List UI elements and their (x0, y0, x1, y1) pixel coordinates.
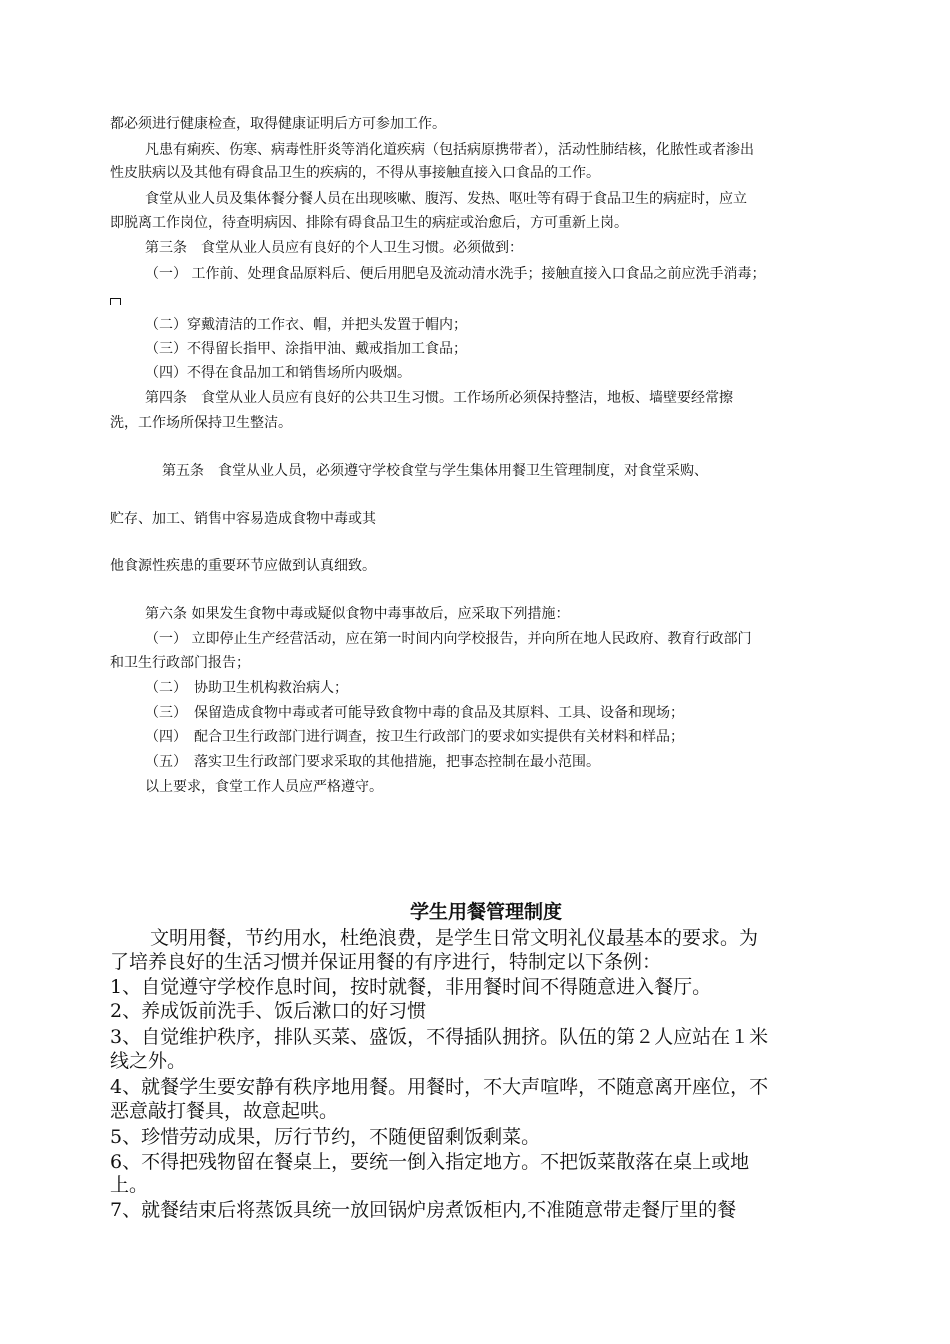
article-5: 第五条 食堂从业人员，必须遵守学校食堂与学生集体用餐卫生管理制度，对食堂采购、 (162, 463, 708, 479)
text-line: 食堂从业人员及集体餐分餐人员在出现咳嗽、腹泻、发热、呕吐等有碍于食品卫生的病症时，应立 (145, 191, 747, 207)
text-line: （二）穿戴清洁的工作衣、帽，并把头发置于帽内； (145, 317, 467, 333)
rule-item: 4、就餐学生要安静有秩序地用餐。用餐时，不大声喧哗，不随意离开座位，不 (110, 1076, 769, 1098)
article-4: 第四条 食堂从业人员应有良好的公共卫生习惯。工作场所必须保持整洁，地板、墙壁要经常擦 (145, 390, 733, 406)
article-3: 第三条 食堂从业人员应有良好的个人卫生习惯。必须做到： (145, 240, 523, 256)
text-line: 上。 (110, 1174, 149, 1196)
text-line: （一） 立即停止生产经营活动，应在第一时间内向学校报告，并向所在地人民政府、教育行政部门 (145, 631, 752, 647)
text-line: 了培养良好的生活习惯并保证用餐的有序进行，特制定以下条例： (110, 951, 662, 973)
text-line: 洗，工作场所保持卫生整洁。 (110, 415, 292, 431)
section-title: 学生用餐管理制度 (410, 901, 563, 923)
text-line: （二） 协助卫生机构救治病人； (145, 680, 348, 696)
text-line: （四）不得在食品加工和销售场所内吸烟。 (145, 365, 411, 381)
text-line: 恶意敲打餐具，故意起哄。 (110, 1100, 339, 1122)
text-line: 性皮肤病以及其他有碍食品卫生的疾病的，不得从事接触直接入口食品的工作。 (110, 165, 600, 181)
text-line: （三）不得留长指甲、涂指甲油、戴戒指加工食品； (145, 341, 467, 357)
rule-item: 3、自觉维护秩序，排队买菜、盛饭，不得插队拥挤。队伍的第２人应站在１米 (110, 1026, 769, 1048)
text-line: 文明用餐，节约用水，杜绝浪费，是学生日常文明礼仪最基本的要求。为 (150, 927, 759, 949)
text-line: 即脱离工作岗位，待查明病因、排除有碍食品卫生的病症或治愈后，方可重新上岗。 (110, 215, 628, 231)
text-line: 都必须进行健康检查，取得健康证明后方可参加工作。 (110, 116, 446, 132)
text-line: （三） 保留造成食物中毒或者可能导致食物中毒的食品及其原料、工具、设备和现场； (145, 705, 684, 721)
article-6: 第六条 如果发生食物中毒或疑似食物中毒事故后，应采取下列措施： (145, 606, 570, 622)
rule-item: 5、珍惜劳动成果，厉行节约，不随便留剩饭剩菜。 (110, 1126, 541, 1148)
text-line: 线之外。 (110, 1050, 187, 1072)
rule-item: 1、自觉遵守学校作息时间，按时就餐，非用餐时间不得随意进入餐厅。 (110, 976, 712, 998)
text-line: （五） 落实卫生行政部门要求采取的其他措施，把事态控制在最小范围。 (145, 754, 600, 770)
closing-line: 以上要求，食堂工作人员应严格遵守。 (145, 779, 383, 795)
text-line: （一） 工作前、处理食品原料后、便后用肥皂及流动清水洗手；接触直接入口食品之前应洗手消毒； (145, 266, 766, 282)
rule-item: 7、就餐结束后将蒸饭具统一放回锅炉房煮饭柜内,不准随意带走餐厅里的餐 (110, 1199, 737, 1221)
text-line: 和卫生行政部门报告； (110, 655, 250, 671)
text-line: （四） 配合卫生行政部门进行调查，按卫生行政部门的要求如实提供有关材料和样品； (145, 729, 684, 745)
bracket-mark-icon (110, 298, 121, 305)
rule-item: 2、养成饭前洗手、饭后漱口的好习惯 (110, 1000, 427, 1022)
rule-item: 6、不得把残物留在餐桌上，要统一倒入指定地方。不把饭菜散落在桌上或地 (110, 1151, 750, 1173)
text-line: 贮存、加工、销售中容易造成食物中毒或其 (110, 511, 376, 527)
text-line: 他食源性疾患的重要环节应做到认真细致。 (110, 558, 376, 574)
text-line: 凡患有痢疾、伤寒、病毒性肝炎等消化道疾病（包括病原携带者），活动性肺结核，化脓性或者渗出 (145, 142, 754, 158)
